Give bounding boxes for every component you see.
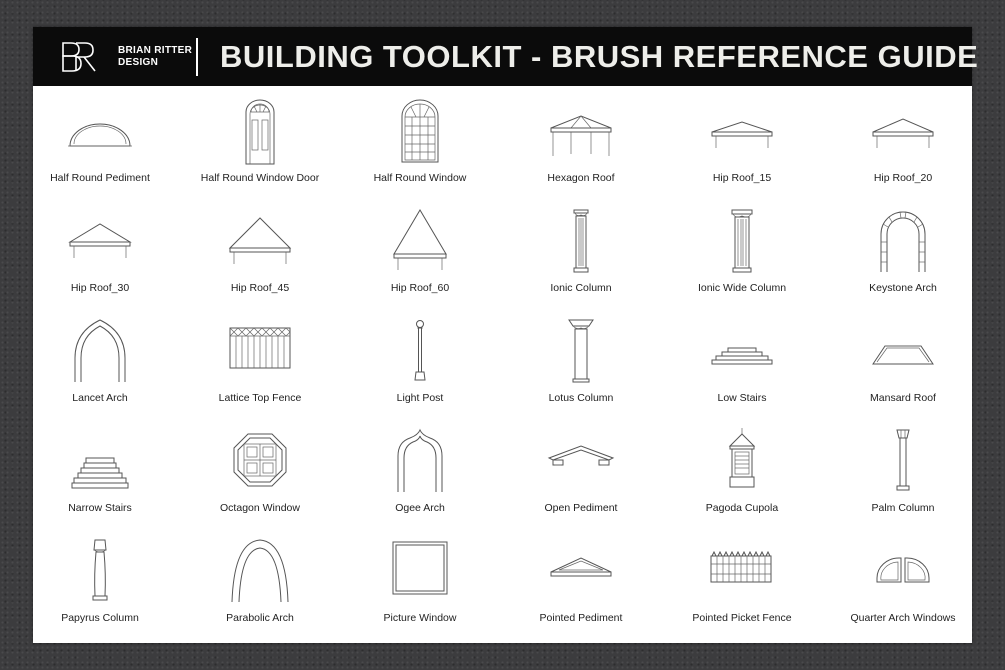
pagoda-cupola-icon (702, 428, 782, 494)
open-pediment-icon (541, 428, 621, 494)
brush-label: Half Round Window (373, 172, 467, 184)
brush-cell[interactable] (20, 532, 180, 642)
brush-cell[interactable] (501, 202, 661, 312)
ionic-column-icon (541, 208, 621, 274)
brush-label: Light Post (396, 392, 444, 404)
half-round-window-door-icon (220, 98, 300, 164)
brush-cell[interactable] (20, 92, 180, 202)
half-round-pediment-icon (60, 98, 140, 164)
brush-label: Hip Roof_20 (873, 172, 933, 184)
brush-cell[interactable] (823, 532, 983, 642)
brush-cell[interactable] (180, 312, 340, 422)
brand-line-1: BRIAN RITTER (118, 45, 193, 56)
keystone-arch-icon (863, 208, 943, 274)
hip-roof-45-icon (220, 208, 300, 274)
brush-label: Ogee Arch (395, 502, 445, 514)
brush-label: Parabolic Arch (226, 612, 294, 624)
brush-cell[interactable] (662, 202, 822, 312)
quarter-arch-windows-icon (863, 538, 943, 604)
brush-cell[interactable] (823, 92, 983, 202)
brush-label: Ionic Column (550, 282, 612, 294)
brush-label: Lotus Column (548, 392, 614, 404)
br-monogram-logo (59, 40, 99, 74)
brand-name (118, 45, 192, 69)
brush-label: Quarter Arch Windows (850, 612, 956, 624)
brush-cell[interactable] (823, 422, 983, 532)
brush-label: Lancet Arch (72, 392, 128, 404)
brush-label: Palm Column (871, 502, 935, 514)
ogee-arch-icon (380, 428, 460, 494)
brush-label: Pointed Pediment (539, 612, 623, 624)
light-post-icon (380, 318, 460, 384)
brush-cell[interactable] (180, 202, 340, 312)
papyrus-column-icon (60, 538, 140, 604)
brush-cell[interactable] (20, 202, 180, 312)
parabolic-arch-icon (220, 538, 300, 604)
palm-column-icon (863, 428, 943, 494)
brush-label: Lattice Top Fence (218, 392, 302, 404)
hip-roof-60-icon (380, 208, 460, 274)
brush-cell[interactable] (501, 312, 661, 422)
hip-roof-15-icon (702, 98, 782, 164)
brush-cell[interactable] (340, 532, 500, 642)
brush-cell[interactable] (662, 422, 822, 532)
low-stairs-icon (702, 318, 782, 384)
mansard-roof-icon (863, 318, 943, 384)
octagon-window-icon (220, 428, 300, 494)
reference-sheet (33, 27, 979, 643)
brush-label: Half Round Pediment (50, 172, 150, 184)
lotus-column-icon (541, 318, 621, 384)
half-round-window-icon (380, 98, 460, 164)
brush-cell[interactable] (20, 312, 180, 422)
brush-cell[interactable] (823, 312, 983, 422)
pointed-picket-fence-icon (702, 538, 782, 604)
brush-label: Ionic Wide Column (697, 282, 787, 294)
brush-cell[interactable] (501, 92, 661, 202)
brush-cell[interactable] (180, 92, 340, 202)
brush-label: Hip Roof_15 (712, 172, 772, 184)
brush-cell[interactable] (340, 92, 500, 202)
brush-cell[interactable] (340, 312, 500, 422)
brush-cell[interactable] (662, 312, 822, 422)
brush-label: Pagoda Cupola (705, 502, 779, 514)
brush-label: Hip Roof_60 (390, 282, 450, 294)
brush-label: Half Round Window Door (200, 172, 320, 184)
brush-cell[interactable] (20, 422, 180, 532)
hexagon-roof-icon (541, 98, 621, 164)
hip-roof-30-icon (60, 208, 140, 274)
brush-label: Low Stairs (717, 392, 767, 404)
brush-cell[interactable] (501, 532, 661, 642)
page-title: BUILDING TOOLKIT - BRUSH REFERENCE GUIDE (220, 39, 979, 74)
brush-cell[interactable] (180, 532, 340, 642)
brush-label: Hip Roof_45 (230, 282, 290, 294)
lattice-top-fence-icon (220, 318, 300, 384)
brush-label: Papyrus Column (61, 612, 139, 624)
brush-label: Picture Window (383, 612, 457, 624)
brush-label: Pointed Picket Fence (692, 612, 792, 624)
brush-label: Hip Roof_30 (70, 282, 130, 294)
brush-cell[interactable] (340, 202, 500, 312)
brush-label: Narrow Stairs (68, 502, 132, 514)
picture-window-icon (380, 538, 460, 604)
brand-line-2: DESIGN (118, 57, 159, 68)
brush-cell[interactable] (662, 532, 822, 642)
brush-cell[interactable] (501, 422, 661, 532)
brush-cell[interactable] (340, 422, 500, 532)
hip-roof-20-icon (863, 98, 943, 164)
pointed-pediment-icon (541, 538, 621, 604)
brush-label: Mansard Roof (870, 392, 936, 404)
lancet-arch-icon (60, 318, 140, 384)
ionic-wide-column-icon (702, 208, 782, 274)
narrow-stairs-icon (60, 428, 140, 494)
brush-label: Hexagon Roof (547, 172, 615, 184)
brush-grid (33, 86, 972, 643)
brush-cell[interactable] (662, 92, 822, 202)
header-bar (33, 27, 979, 86)
brush-cell[interactable] (823, 202, 983, 312)
header-divider (196, 38, 198, 76)
brush-label: Open Pediment (544, 502, 618, 514)
brush-cell[interactable] (180, 422, 340, 532)
brush-label: Keystone Arch (869, 282, 937, 294)
brush-label: Octagon Window (220, 502, 300, 514)
